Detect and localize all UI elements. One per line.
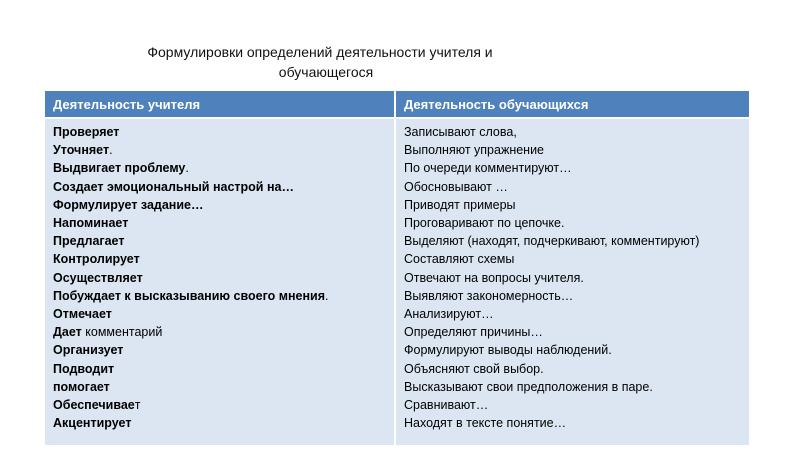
teacher-activity-verb: Создает эмоциональный настрой на… <box>53 179 294 194</box>
teacher-activity-verb: Дает <box>53 325 82 340</box>
student-activity-item: Высказывают свои предположения в паре. <box>404 379 653 394</box>
activity-table <box>45 91 749 445</box>
table-body-row <box>45 118 749 445</box>
teacher-activity-verb: Напоминает <box>53 216 129 231</box>
teacher-activity-verb: Формулирует задание… <box>53 197 204 212</box>
teacher-activity-suffix: комментарий <box>81 325 163 340</box>
slide-title-line-2: обучающегося <box>278 64 374 80</box>
teacher-activity-item <box>53 269 386 287</box>
teacher-activity-verb: помогает <box>53 379 110 394</box>
student-activity-item: По очереди комментируют… <box>404 161 572 176</box>
teacher-activity-verb: Предлагает <box>53 234 125 249</box>
teacher-activity-item <box>53 341 386 359</box>
teacher-activity-suffix: . <box>109 143 113 158</box>
teacher-activity-verb: Обеспечивае <box>53 398 135 413</box>
student-activity-item: Записывают слова, <box>404 125 517 139</box>
student-activity-item: Выполняют упражнение <box>404 143 545 158</box>
teacher-activity-item <box>53 414 386 432</box>
teacher-activity-item <box>53 196 386 214</box>
teacher-activity-verb: Акцентирует <box>53 416 132 431</box>
teacher-activity-item <box>53 378 386 396</box>
teacher-activity-item <box>53 305 386 323</box>
teacher-activity-item <box>53 323 386 341</box>
teacher-activity-verb: Выдвигает проблему <box>53 161 186 176</box>
student-activity-item: Определяют причины… <box>404 325 543 340</box>
student-activity-item: Составляют схемы <box>404 252 515 267</box>
teacher-activity-item <box>53 214 386 232</box>
teacher-activity-suffix: т <box>134 398 141 413</box>
student-activity-item: Сравнивают… <box>404 398 489 413</box>
slide-title-line-1: Формулировки определений деятельности учителя и <box>147 44 493 60</box>
slide-title <box>0 42 640 82</box>
student-activity-cell <box>395 118 749 445</box>
student-activity-item: Выявляют закономерность… <box>404 288 574 303</box>
header-student-activity: Деятельность обучающихся <box>395 91 749 118</box>
teacher-activity-item <box>53 159 386 177</box>
teacher-activity-list <box>53 123 386 432</box>
teacher-activity-suffix: . <box>325 288 329 303</box>
teacher-activity-item <box>53 287 386 305</box>
teacher-activity-item <box>53 141 386 159</box>
teacher-activity-item <box>53 123 386 141</box>
teacher-activity-verb: Контролирует <box>53 252 140 267</box>
teacher-activity-cell <box>45 118 395 445</box>
student-activity-item: Обосновывают … <box>404 179 508 194</box>
student-activity-list <box>404 123 741 432</box>
teacher-activity-verb: Осуществляет <box>53 270 143 285</box>
teacher-activity-verb: Уточняет <box>53 143 110 158</box>
teacher-activity-verb: Проверяет <box>53 125 120 139</box>
teacher-activity-item <box>53 396 386 414</box>
teacher-activity-verb: Организует <box>53 343 124 358</box>
table-header-row <box>45 91 749 118</box>
header-teacher-activity: Деятельность учителя <box>45 91 395 118</box>
teacher-activity-verb: Побуждает к высказыванию своего мнения <box>53 288 326 303</box>
teacher-activity-verb: Отмечает <box>53 307 112 322</box>
student-activity-item: Выделяют (находят, подчеркивают, комментируют) <box>404 234 700 249</box>
student-activity-item: Отвечают на вопросы учителя. <box>404 270 584 285</box>
student-activity-item: Находят в тексте понятие… <box>404 416 567 431</box>
teacher-activity-item <box>53 360 386 378</box>
teacher-activity-item <box>53 232 386 250</box>
teacher-activity-item <box>53 178 386 196</box>
student-activity-item: Анализируют… <box>404 307 494 322</box>
student-activity-item: Объясняют свой выбор. <box>404 361 544 376</box>
student-activity-item: Проговаривают по цепочке. <box>404 216 565 231</box>
teacher-activity-suffix: . <box>185 161 189 176</box>
teacher-activity-verb: Подводит <box>53 361 115 376</box>
student-activity-item: Приводят примеры <box>404 197 516 212</box>
student-activity-item: Формулируют выводы наблюдений. <box>404 343 612 358</box>
teacher-activity-item <box>53 250 386 268</box>
